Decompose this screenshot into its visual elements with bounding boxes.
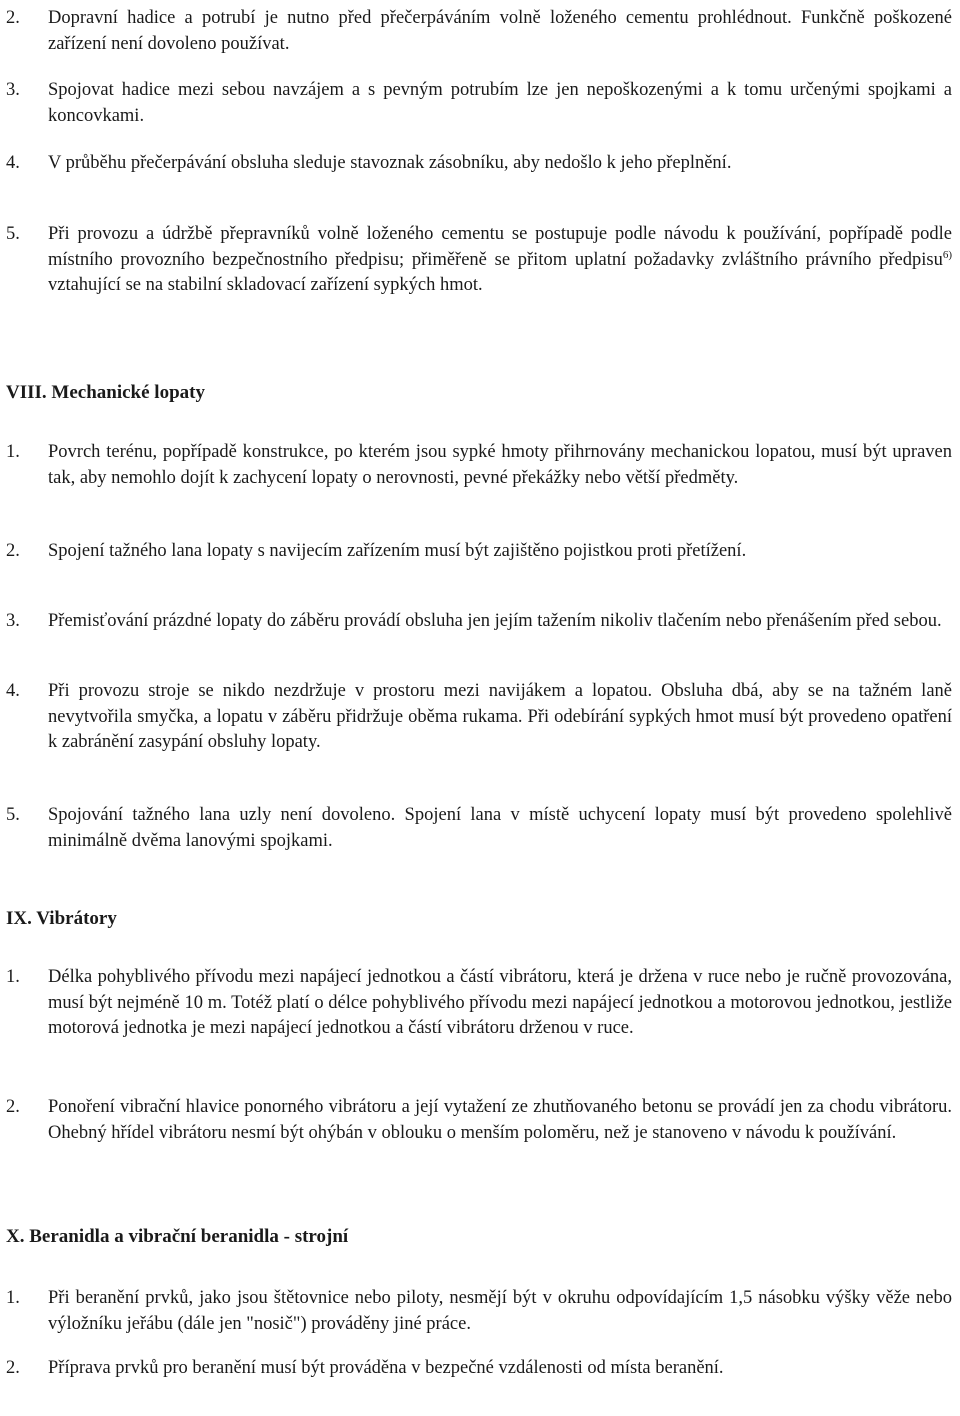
- item-text: Délka pohyblivého přívodu mezi napájecí jednotkou a částí vibrátoru, která je držena v ruce nebo je ručně provozována, musí být nejméně 10 m. Totéž platí o délce pohyblivého přívodu mezi napájecí jednotkou a motorovou jednotkou, jestliže motorová jednotka je mezi napájecí jednotkou a částí vibrátoru drženou v ruce.: [48, 967, 952, 1039]
- section-heading: VIII. Mechanické lopaty: [6, 382, 205, 403]
- item-text: Spojení tažného lana lopaty s navijecím zařízením musí být zajištěno pojistkou proti přetížení.: [48, 541, 747, 561]
- list-item: [6, 6, 952, 57]
- footnote-reference: 6): [942, 248, 952, 261]
- list-item: [6, 803, 952, 854]
- item-text-part: vztahující se na stabilní skladovací zařízení sypkých hmot.: [48, 275, 483, 296]
- item-number: 5.: [6, 224, 20, 244]
- item-number: 5.: [6, 805, 20, 825]
- item-text: Příprava prvků pro beranění musí být prováděna v bezpečné vzdálenosti od místa beranění.: [48, 1358, 724, 1378]
- item-number: 1.: [6, 967, 20, 987]
- item-text: Spojování tažného lana uzly není dovoleno. Spojení lana v místě uchycení lopaty musí být provedeno spolehlivě minimálně dvěma lanovými spojkami.: [48, 805, 952, 851]
- item-number: 1.: [6, 1288, 20, 1308]
- item-number: 2.: [6, 1097, 20, 1117]
- list-item: [6, 679, 952, 756]
- item-number: 3.: [6, 611, 20, 631]
- item-text-part: Při provozu a údržbě přepravníků volně loženého cementu se postupuje podle návodu k používání, popřípadě podle místního provozního bezpečnostního předpisu; přiměřeně se přitom uplatní požadavky zvláštního právního předpisu: [48, 224, 952, 270]
- list-item: [6, 1286, 952, 1337]
- list-item: [6, 78, 952, 129]
- list-item: [6, 440, 952, 491]
- item-text: V průběhu přečerpávání obsluha sleduje stavoznak zásobníku, aby nedošlo k jeho přeplnění.: [48, 153, 732, 173]
- list-item: [6, 965, 952, 1042]
- list-item: [6, 609, 952, 635]
- item-number: 2.: [6, 541, 20, 561]
- item-text: Spojovat hadice mezi sebou navzájem a s pevným potrubím lze jen nepoškozenými a k tomu určenými spojkami a koncovkami.: [48, 80, 952, 126]
- list-item: [6, 1095, 952, 1146]
- item-text: Při provozu stroje se nikdo nezdržuje v prostoru mezi navijákem a lopatou. Obsluha dbá, aby se na tažném laně nevytvořila smyčka, a lopatu v záběru přidržuje oběma rukama. Při odebírání sypkých hmot musí být provedeno opatření k zabránění zasypání obsluhy lopaty.: [48, 681, 952, 753]
- item-text: Přemisťování prázdné lopaty do záběru provádí obsluha jen jejím tažením nikoliv tlačením nebo přenášením před sebou.: [48, 611, 942, 631]
- section-heading: IX. Vibrátory: [6, 908, 117, 929]
- item-text: [48, 222, 952, 299]
- list-item: [6, 1356, 952, 1382]
- item-number: 4.: [6, 153, 20, 173]
- item-text: Dopravní hadice a potrubí je nutno před přečerpáváním volně loženého cementu prohlédnout. Funkčně poškozené zařízení není dovoleno používat.: [48, 8, 952, 54]
- section-heading: X. Beranidla a vibrační beranidla - strojní: [6, 1226, 349, 1247]
- item-text: Ponoření vibrační hlavice ponorného vibrátoru a její vytažení ze zhutňovaného betonu se provádí jen za chodu vibrátoru. Ohebný hřídel vibrátoru nesmí být ohýbán v oblouku o menším poloměru, než je stanoveno v návodu k používání.: [48, 1097, 952, 1143]
- list-item: [6, 539, 952, 565]
- item-text: Povrch terénu, popřípadě konstrukce, po kterém jsou sypké hmoty přihrnovány mechanickou lopatou, musí být upraven tak, aby nemohlo dojít k zachycení lopaty o nerovnosti, pevné překážky nebo větší předměty.: [48, 442, 952, 488]
- list-item: [6, 222, 952, 299]
- list-item: [6, 151, 952, 177]
- item-number: 2.: [6, 1358, 20, 1378]
- item-number: 3.: [6, 80, 20, 100]
- item-text: Při beranění prvků, jako jsou štětovnice nebo piloty, nesmějí být v okruhu odpovídajícím 1,5 násobku výšky věže nebo výložníku jeřábu (dále jen "nosič") prováděny jiné práce.: [48, 1288, 952, 1334]
- item-number: 2.: [6, 8, 20, 28]
- item-number: 4.: [6, 681, 20, 701]
- item-number: 1.: [6, 442, 20, 462]
